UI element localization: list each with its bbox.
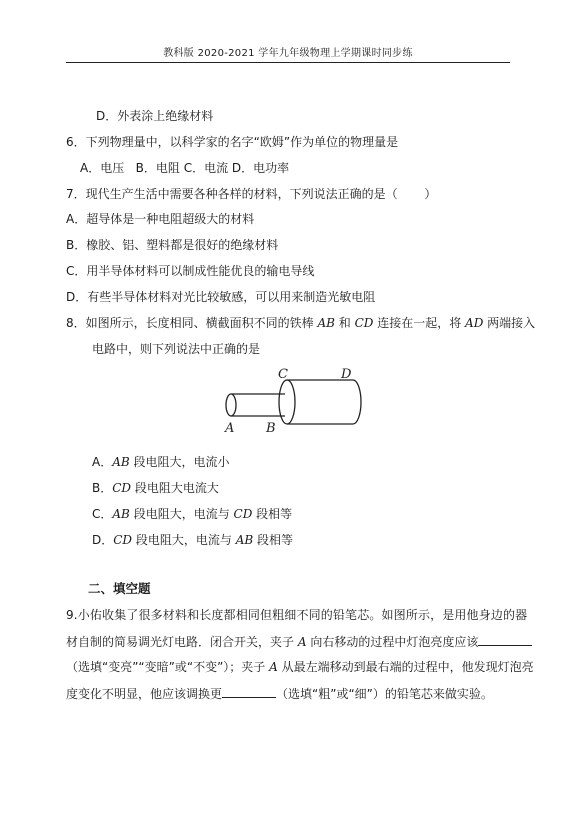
label-d: D <box>341 367 352 382</box>
q7-option-c: C．用半导体材料可以制成性能优良的输电导线 <box>66 264 315 278</box>
q9-line4 <box>66 685 493 702</box>
q8-stem-part2: 和 <box>334 316 355 330</box>
section-title: 二、填空题 <box>88 581 151 596</box>
q8-option-d-seg2: AB <box>235 533 254 547</box>
q8-option-a-text: 段电阻大，电流小 <box>129 455 230 469</box>
q9-line1: 9.小佑收集了很多材料和长度都相同但粗细不同的铅笔芯。如图所示，是用他身边的器 <box>66 608 528 622</box>
q8-option-c-text: 段电阻大，电流与 <box>129 507 234 521</box>
q7-stem: 7．现代生产生活中需要各种各样的材料，下列说法正确的是（ ） <box>66 187 437 201</box>
q8-var-ab: AB <box>317 316 335 330</box>
q8-option-c-seg: AB <box>112 507 130 521</box>
q8-stem-line2: 电路中，则下列说法中正确的是 <box>92 342 261 356</box>
q8-stem-part3: 连接在一起，将 <box>373 316 466 330</box>
q6-stem: 6．下列物理量中，以科学家的名字“欧姆”作为单位的物理量是 <box>66 135 399 149</box>
q8-option-b-text: 段电阻大电流大 <box>131 481 219 495</box>
q7-option-a: A．超导体是一种电阻超级大的材料 <box>66 212 255 226</box>
q9-line3-var: A <box>269 660 278 674</box>
q7-option-d: D．有些半导体材料对光比较敏感，可以用来制造光敏电阻 <box>66 290 376 304</box>
q8-option-d <box>92 532 293 548</box>
q7-option-b: B．橡胶、铝、塑料都是很好的绝缘材料 <box>66 238 279 252</box>
q8-var-ad: AD <box>465 316 484 330</box>
header-rule <box>66 62 510 63</box>
q9-line2-text-a: 材自制的简易调光灯电路．闭合开关，夹子 <box>66 635 298 649</box>
rod-ab-end <box>226 394 236 416</box>
rod-cd-body <box>287 380 361 424</box>
q8-option-c-seg2: CD <box>233 507 253 521</box>
q9-line4-text-b: （选填“粗”或“细”）的铅笔芯来做实验。 <box>276 687 493 701</box>
q8-option-b-prefix: B． <box>92 481 113 495</box>
label-c: C <box>278 367 288 382</box>
q8-option-a-seg: AB <box>112 455 130 469</box>
q9-line2 <box>66 633 532 650</box>
q8-stem-part1: 8．如图所示，长度相同、横截面积不同的铁棒 <box>66 316 318 330</box>
q6-options: A．电压 B．电阻 C．电流 D．电功率 <box>80 161 290 175</box>
answer-blank-2[interactable] <box>222 685 276 698</box>
q8-option-d-seg: CD <box>113 533 133 547</box>
q8-option-a <box>92 454 230 470</box>
q8-var-cd: CD <box>354 316 374 330</box>
q9-line3 <box>66 659 534 675</box>
rod-cd-end <box>279 380 295 424</box>
label-a: A <box>225 421 235 436</box>
q5-option-d: D．外表涂上绝缘材料 <box>96 109 214 123</box>
q8-stem-part4: 两端接入 <box>483 316 536 330</box>
q8-option-c-prefix: C． <box>92 507 113 521</box>
q9-line3-text-b: 从最左端移动到最右端的过程中，他发现灯泡亮 <box>277 660 534 674</box>
q8-option-d-text2: 段相等 <box>253 533 294 547</box>
q9-line2-text-b: 向右移动的过程中灯泡亮度应该 <box>306 635 479 649</box>
q8-option-d-text: 段电阻大，电流与 <box>132 533 236 547</box>
q8-option-a-prefix: A． <box>92 455 113 469</box>
q9-line4-text-a: 度变化不明显，他应该调换更 <box>66 687 223 701</box>
q8-option-b <box>92 480 219 496</box>
q8-option-d-prefix: D． <box>92 533 114 547</box>
label-b: B <box>266 421 276 436</box>
q9-line2-var: A <box>297 635 307 649</box>
iron-rods-figure <box>215 364 365 436</box>
q8-stem <box>66 315 535 331</box>
rod-ab-body <box>231 394 285 416</box>
answer-blank-1[interactable] <box>478 633 532 646</box>
q9-line3-text-a: （选填“变亮”“变暗”或“不变”）；夹子 <box>66 660 270 674</box>
q8-option-b-seg: CD <box>112 481 132 495</box>
q8-option-c-text2: 段相等 <box>252 507 293 521</box>
page-header: 教科版 2020-2021 学年九年级物理上学期课时同步练 <box>163 48 413 59</box>
q8-option-c <box>92 506 292 522</box>
